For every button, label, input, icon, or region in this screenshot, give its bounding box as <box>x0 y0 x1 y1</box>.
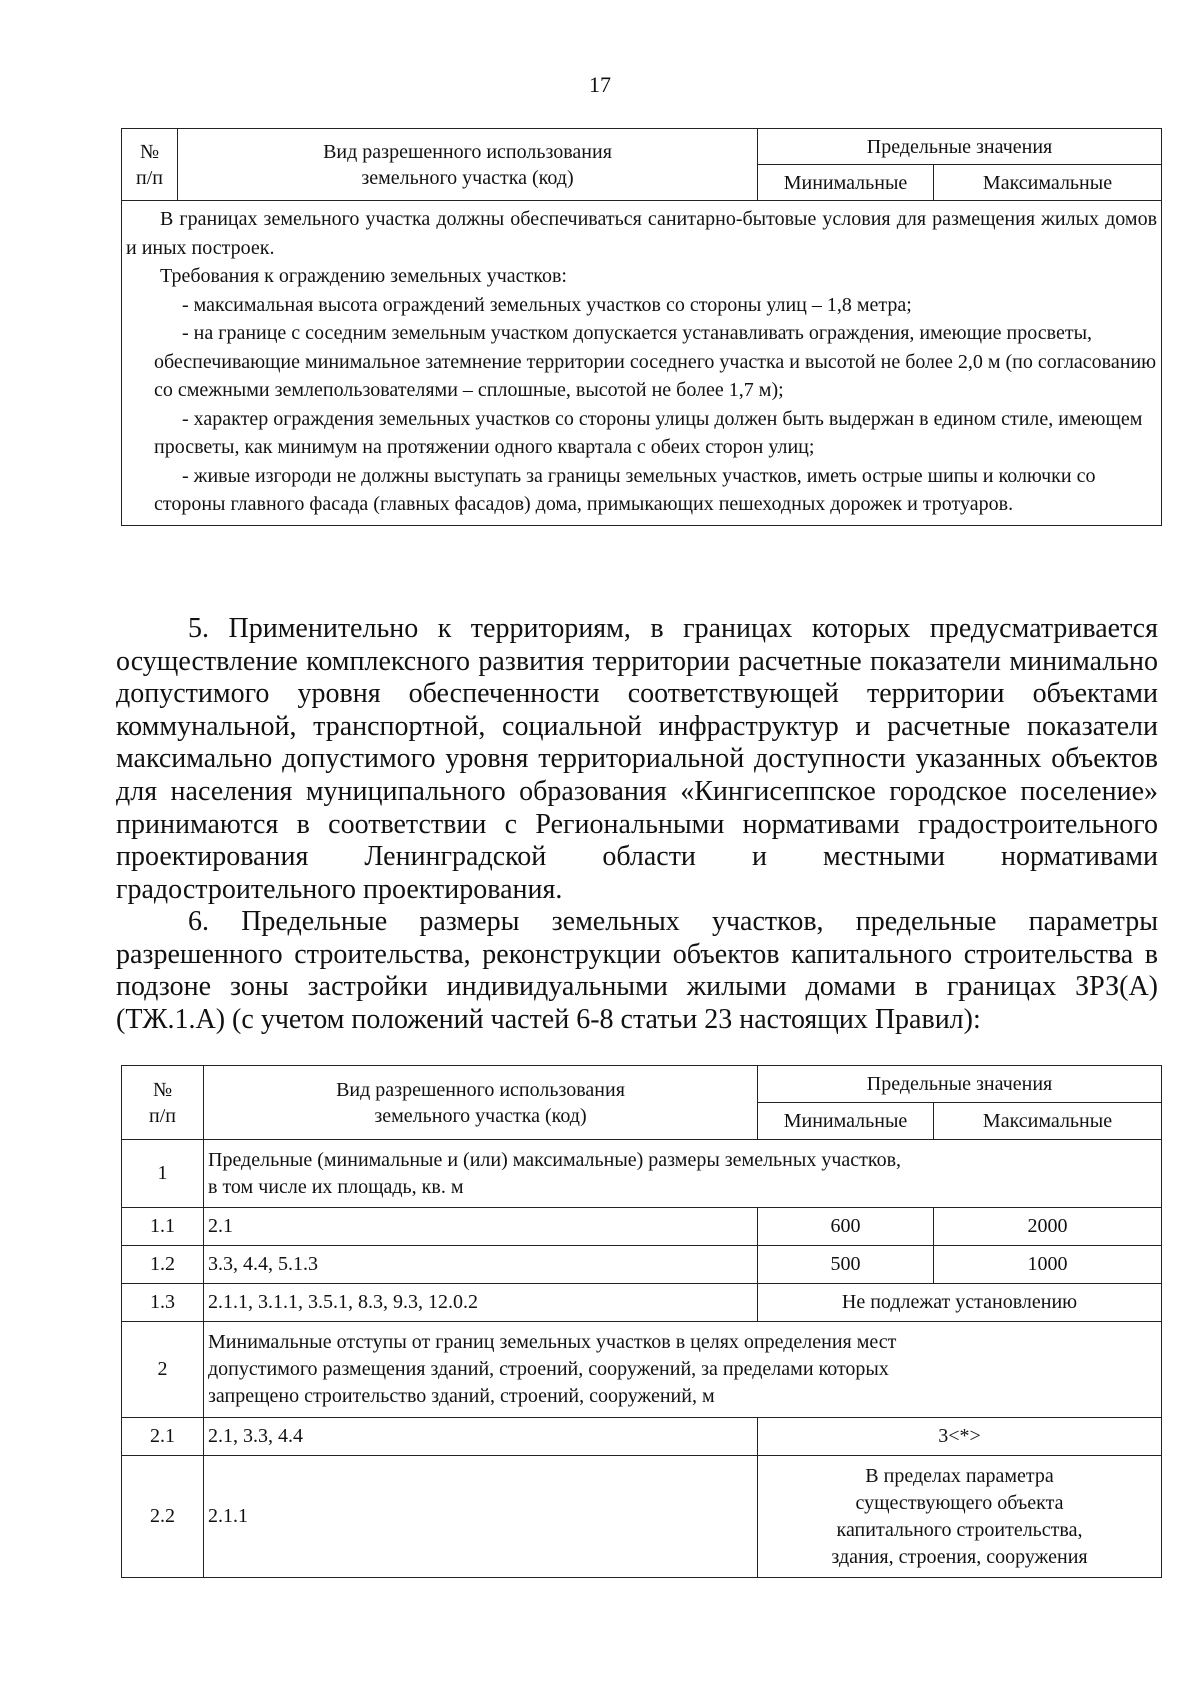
requirements-heading: Требования к ограждению земельных участков: <box>160 265 567 287</box>
row-num: 2.2 <box>122 1456 204 1578</box>
table-row <box>122 1456 1162 1578</box>
header-type-line2: земельного участка (код) <box>361 166 574 189</box>
paragraph-6 <box>116 906 1158 1036</box>
row-value <box>758 1456 1162 1578</box>
header-type-cell <box>178 129 758 201</box>
row-value-line3: капитального строительства, <box>836 1518 1083 1541</box>
row-codes: 3.3, 4.4, 5.1.3 <box>204 1246 758 1284</box>
row-value: 3<*> <box>758 1418 1162 1456</box>
table-row <box>122 1208 1162 1246</box>
requirements-intro: В границах земельного участка должны обеспечиваться санитарно-бытовые условия для размещения жилых домов и иных построек. <box>126 208 1158 259</box>
requirement-item: - максимальная высота ограждений земельных участков со стороны улиц – 1,8 метра; <box>182 293 912 316</box>
header-type-line2: земельного участка (код) <box>374 1104 587 1127</box>
page-number: 17 <box>589 72 611 97</box>
section-title-line3: запрещено строительство зданий, строений, сооружений, м <box>208 1385 715 1407</box>
section-title <box>204 1140 1162 1208</box>
header-max: Максимальные <box>934 1103 1162 1140</box>
row-num: 1.2 <box>122 1246 204 1284</box>
table-row <box>122 1322 1162 1418</box>
row-num: 1.1 <box>122 1208 204 1246</box>
section-title-line1: Минимальные отступы от границ земельных участков в целях определения мест <box>208 1331 897 1353</box>
section-title <box>204 1322 1162 1418</box>
requirements-cell <box>122 201 1162 526</box>
row-value: Не подлежат установлению <box>758 1284 1162 1322</box>
table-row <box>122 1246 1162 1284</box>
section-title-line2: допустимого размещения зданий, строений, сооружений, за пределами которых <box>208 1358 889 1380</box>
row-value-line1: В пределах параметра <box>865 1464 1054 1487</box>
header-limits: Предельные значения <box>758 1066 1162 1103</box>
row-max: 2000 <box>934 1208 1162 1246</box>
table-row <box>122 1140 1162 1208</box>
header-type-line1: Вид разрешенного использования <box>323 140 612 163</box>
row-value-line4: здания, строения, сооружения <box>831 1545 1088 1568</box>
header-min: Минимальные <box>758 165 934 201</box>
header-num: № <box>139 140 160 163</box>
row-num: 2 <box>122 1322 204 1418</box>
table-row <box>122 1284 1162 1322</box>
header-num-sub: п/п <box>136 166 163 189</box>
header-num-sub: п/п <box>149 1104 176 1127</box>
row-min: 600 <box>758 1208 934 1246</box>
row-num: 1.3 <box>122 1284 204 1322</box>
section-title-line1: Предельные (минимальные и (или) максимальные) размеры земельных участков, <box>208 1148 902 1171</box>
requirement-item: - на границе с соседним земельным участком допускается устанавливать ограждения, имеющие просветы, обеспечивающие минимальное затемнение территории соседнего участка и высотой не более 2,0 м (по согласованию со смежными землепользователями – сплошные, высотой не более 1,7 м); <box>154 322 1157 401</box>
header-max: Максимальные <box>934 165 1162 201</box>
requirement-item: - характер ограждения земельных участков со стороны улицы должен быть выдержан в едином стиле, имеющем просветы, как минимум на протяжении одного квартала с обеих сторон улиц; <box>154 407 1143 458</box>
row-codes: 2.1.1, 3.1.1, 3.5.1, 8.3, 9.3, 12.0.2 <box>204 1284 758 1322</box>
limits-table <box>121 1065 1162 1578</box>
header-num-cell <box>122 129 178 201</box>
paragraph-6-text: 6. Предельные размеры земельных участков, предельные параметры разрешенного строительства, реконструкции объектов капитального строительства в подзоне зоны застройки индивидуальными жилыми домами в границах ЗРЗ(А) (ТЖ.1.А) (с учетом положений частей 6-8 статьи 23 настоящих Правил): <box>116 906 1158 1035</box>
table-row <box>122 1418 1162 1456</box>
header-min: Минимальные <box>758 1103 934 1140</box>
header-limits: Предельные значения <box>758 129 1162 165</box>
row-value-line2: существующего объекта <box>855 1491 1064 1514</box>
row-num: 1 <box>122 1140 204 1208</box>
requirement-item: - живые изгороди не должны выступать за границы земельных участков, иметь острые шипы и колючки со стороны главного фасада (главных фасадов) дома, примыкающих пешеходных дорожек и тротуаров. <box>154 464 1096 515</box>
section-title-line2: в том числе их площадь, кв. м <box>208 1175 464 1198</box>
header-num: № <box>152 1078 173 1101</box>
row-max: 1000 <box>934 1246 1162 1284</box>
row-codes: 2.1 <box>204 1208 758 1246</box>
row-codes: 2.1.1 <box>204 1456 758 1578</box>
row-codes: 2.1, 3.3, 4.4 <box>204 1418 758 1456</box>
paragraph-5-text: 5. Применительно к территориям, в границах которых предусматривается осуществление комплексного развития территории расчетные показатели минимально допустимого уровня обеспеченности соответствующей территории объектами коммунальной, транспортной, социальной инфраструктур и расчетные показатели максимально допустимого уровня территориальной доступности указанных объектов для населения муниципального образования «Кингисеппское городское поселение» принимаются в соответствии с Региональными нормативами градостроительного проектирования Ленинградской области и местными нормативами градостроительного проектирования. <box>116 613 1158 905</box>
header-type-line1: Вид разрешенного использования <box>336 1078 625 1101</box>
requirements-table <box>121 128 1162 526</box>
paragraph-5 <box>116 613 1158 906</box>
header-type-cell <box>204 1066 758 1140</box>
row-min: 500 <box>758 1246 934 1284</box>
row-num: 2.1 <box>122 1418 204 1456</box>
header-num-cell <box>122 1066 204 1140</box>
